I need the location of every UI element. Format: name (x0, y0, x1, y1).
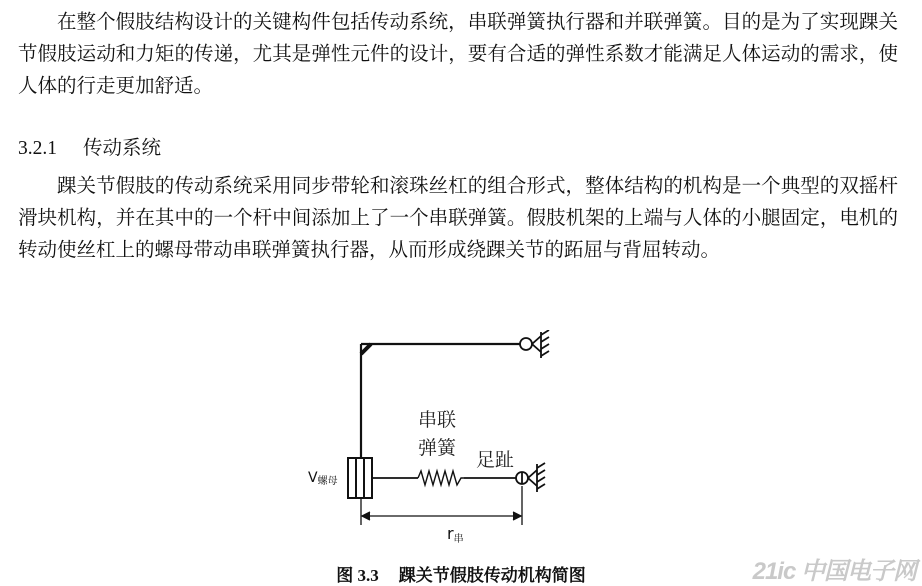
mechanism-diagram (0, 330, 922, 552)
nut-label: V螺母 (308, 470, 338, 487)
section-number: 3.2.1 (18, 138, 57, 159)
paragraph-intro: 在整个假肢结构设计的关键构件包括传动系统，串联弹簧执行器和并联弹簧。目的是为了实现踝关节假肢运动和力矩的传递，尤其是弹性元件的设计，要有合适的弹性系数才能满足人体运动的需求，使人体的行走更加舒适。 (18, 10, 898, 97)
figure-number: 图 3.3 (336, 566, 379, 585)
dimension-r (361, 486, 522, 525)
nut-slider (348, 458, 372, 498)
paragraph-transmission: 踝关节假肢的传动系统采用同步带轮和滚珠丝杠的组合形式，整体结构的机构是一个典型的双摇杆滑块机构，并在其中的一个杆中间添加上了一个串联弹簧。假肢机架的上端与人体的小腿固定，电机的转动使丝杠上的螺母带动串联弹簧执行器，从而形成绕踝关节的跖屈与背屈转动。 (18, 174, 898, 261)
section-title: 传动系统 (83, 136, 162, 159)
figure-title: 踝关节假肢传动机构简图 (398, 566, 586, 586)
spring-label-line1: 串联 (418, 409, 457, 431)
section-heading (18, 134, 161, 163)
toe-pivot (516, 463, 545, 492)
upper-pivot (520, 330, 549, 358)
watermark-logo: 21ic 中国电子网 (752, 558, 916, 585)
series-spring (418, 471, 464, 485)
toe-label: 足趾 (476, 449, 515, 471)
spring-label-line2: 弹簧 (418, 437, 457, 459)
dimension-r-label: r串 (447, 524, 464, 545)
